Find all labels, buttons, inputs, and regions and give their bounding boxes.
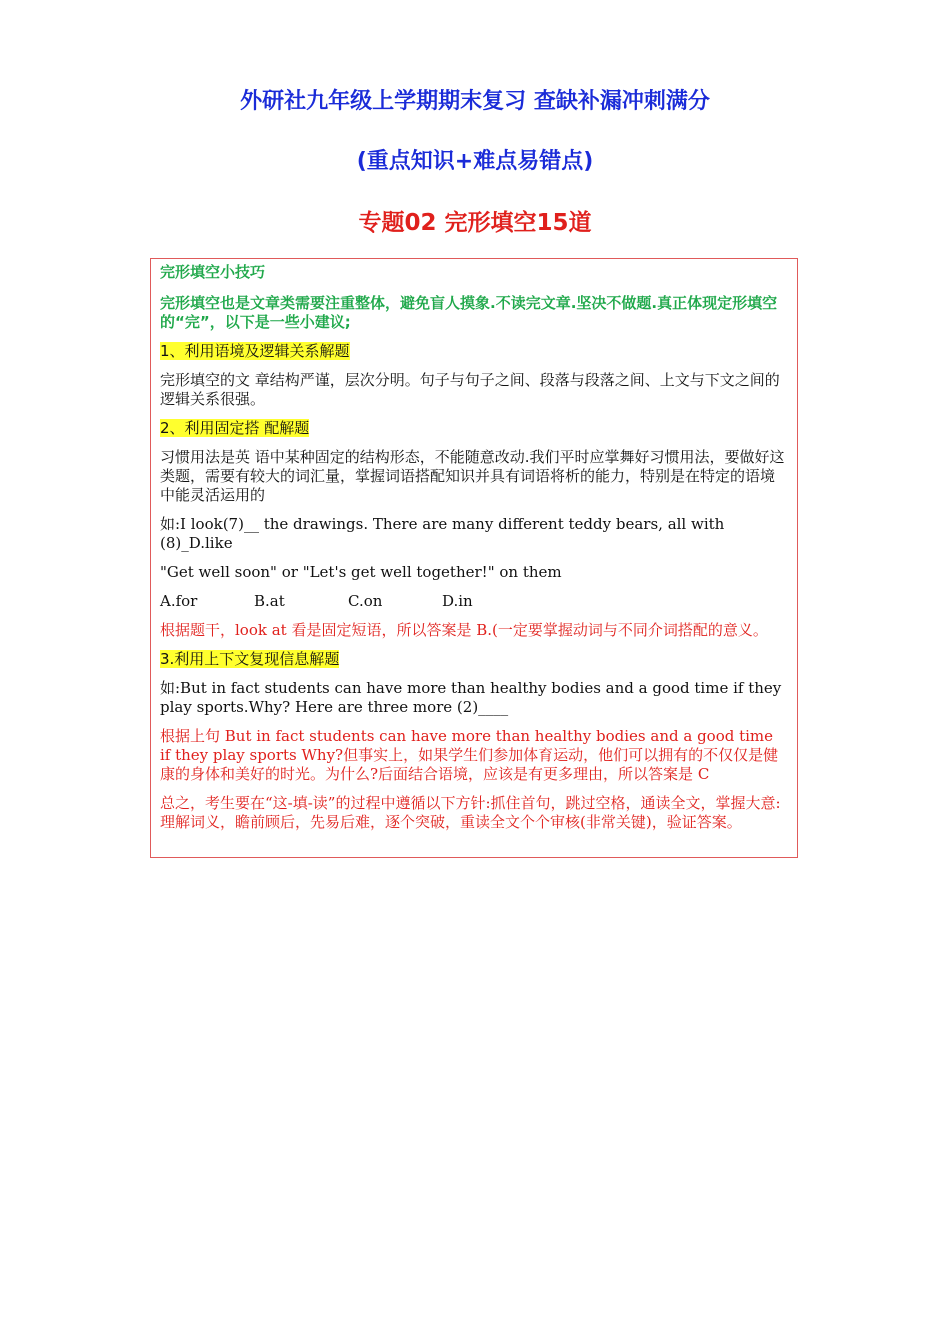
example1-line1: 如:I look(7)__ the drawings. There are many different teddy bears, all with (8)_D.like xyxy=(160,515,725,552)
section2-title xyxy=(160,419,788,438)
example2-answer: 根据上句 But in fact students can have more than healthy bodies and a good time if they play sports Why?但事实上，如果学生们参加体育运动，他们可以拥有的不仅仅是健康的身体和美好的时光。为什么?后面结合语境，应该是有更多理由，所以答案是 C xyxy=(160,727,779,783)
tips-intro: 完形填空也是文章类需要注重整体，避免盲人摸象.不读完文章.坚决不做题.真正体现定形填空的“完”，以下是一些小建议; xyxy=(160,294,778,331)
example2: 如:But in fact students can have more than healthy bodies and a good time if they play sports.Why? Here are three more (2)____ xyxy=(160,679,782,716)
tips-heading: 完形填空小技巧 xyxy=(160,263,266,281)
option-b: B.at xyxy=(254,592,285,610)
summary: 总之，考生要在“这-填-读”的过程中遵循以下方针:抓住首句，跳过空格，通读全文，掌握大意:理解词义，瞻前顾后，先易后难，逐个突破，重读全文个个审核(非常关键)，验证答案。 xyxy=(160,794,781,831)
section1-text: 完形填空的文 章结构严谨，层次分明。句子与句子之间、段落与段落之间、上文与下文之间的逻辑关系很强。 xyxy=(160,371,780,408)
main-title: 外研社九年级上学期期末复习 查缺补漏冲刺满分 xyxy=(240,89,710,114)
tips-box xyxy=(150,258,798,858)
example1-answer: 根据题干，look at 看是固定短语，所以答案是 B.(一定要掌握动词与不同介词搭配的意义。 xyxy=(160,621,768,639)
section2-title-text: 2、利用固定搭 配解题 xyxy=(160,419,310,437)
section3-title-text: 3.利用上下文复现信息解题 xyxy=(160,650,340,668)
option-d: D.in xyxy=(442,592,473,610)
subtitle: (重点知识+难点易错点) xyxy=(356,149,594,174)
example1-options xyxy=(160,592,788,611)
topic-title: 专题02 完形填空15道 xyxy=(358,210,592,236)
example1-line2: "Get well soon" or "Let's get well together!" on them xyxy=(160,563,562,581)
section1-title-text: 1、利用语境及逻辑关系解题 xyxy=(160,342,350,360)
section1-title xyxy=(160,342,788,361)
option-c: C.on xyxy=(348,592,383,610)
section3-title xyxy=(160,650,788,669)
section2-text: 习惯用法是英 语中某种固定的结构形态，不能随意改动.我们平时应掌舞好习惯用法，要做好这类题，需要有较大的词汇量，掌握词语搭配知识并具有词语将析的能力，特别是在特定的语境中能灵活运用的 xyxy=(160,448,785,504)
option-a: A.for xyxy=(160,592,198,610)
